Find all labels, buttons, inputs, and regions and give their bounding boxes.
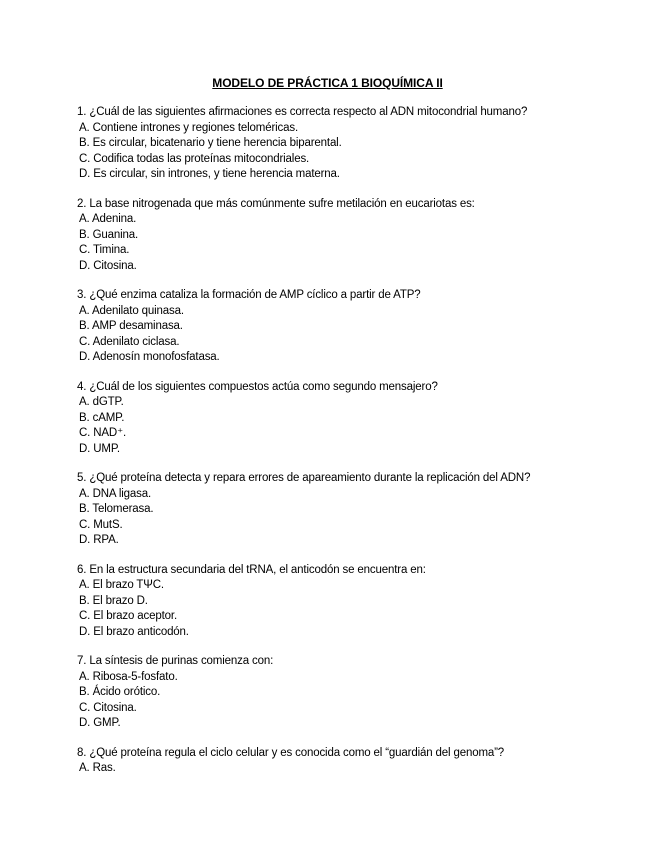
answer-option: C. Codifica todas las proteínas mitocondriales. [79, 152, 310, 165]
question-text: 1. ¿Cuál de las siguientes afirmaciones es correcta respecto al ADN mitocondrial humano? [77, 106, 528, 118]
answer-options [77, 578, 637, 640]
answer-option: B. AMP desaminasa. [79, 320, 183, 332]
answer-option: A. Contiene intrones y regiones teloméricas. [79, 121, 299, 134]
answer-option: D. RPA. [79, 534, 119, 546]
question-list [77, 105, 637, 791]
answer-option: B. El brazo D. [79, 594, 148, 607]
answer-option: B. Guanina. [79, 228, 139, 241]
answer-option: D. UMP. [79, 442, 120, 455]
answer-option: A. Adenina. [79, 213, 137, 225]
answer-option: A. DNA ligasa. [79, 487, 152, 500]
question-text: 4. ¿Cuál de los siguientes compuestos actúa como segundo mensajero? [77, 380, 438, 393]
answer-option: C. Citosina. [79, 701, 137, 714]
question-text: 7. La síntesis de purinas comienza con: [77, 655, 274, 667]
question-7 [77, 654, 637, 732]
answer-option: D. Citosina. [79, 259, 137, 272]
question-2 [77, 197, 637, 275]
answer-options [77, 395, 637, 457]
answer-options [77, 212, 637, 274]
question-8 [77, 746, 637, 777]
question-6 [77, 563, 637, 641]
answer-option: A. Ras. [79, 762, 116, 774]
question-text: 2. La base nitrogenada que más comúnmente sufre metilación en eucariotas es: [77, 197, 475, 210]
answer-option: A. Ribosa-5-fosfato. [79, 670, 178, 683]
answer-option: B. Telomerasa. [79, 503, 154, 515]
answer-option: D. Adenosín monofosfatasa. [79, 351, 220, 363]
answer-option: D. GMP. [79, 717, 121, 729]
question-5 [77, 471, 637, 549]
answer-option: C. NAD⁺. [79, 427, 127, 439]
answer-option: B. Ácido orótico. [79, 686, 161, 698]
answer-options [77, 121, 637, 183]
answer-option: A. dGTP. [79, 396, 124, 408]
answer-option: C. Adenilato ciclasa. [79, 335, 180, 348]
answer-option: C. Timina. [79, 244, 130, 256]
answer-options [77, 670, 637, 732]
question-text: 5. ¿Qué proteína detecta y repara errores de apareamiento durante la replicación del ADN? [77, 472, 531, 484]
question-text: 8. ¿Qué proteína regula el ciclo celular y es conocida como el “guardián del genoma”? [77, 746, 505, 759]
answer-option: C. MutS. [79, 518, 123, 531]
answer-option: D. Es circular, sin intrones, y tiene herencia materna. [79, 168, 340, 180]
answer-option: D. El brazo anticodón. [79, 625, 189, 638]
answer-option: A. Adenilato quinasa. [79, 304, 184, 317]
question-text: 3. ¿Qué enzima cataliza la formación de AMP cíclico a partir de ATP? [77, 289, 421, 301]
question-text: 6. En la estructura secundaria del tRNA, el anticodón se encuentra en: [77, 563, 426, 576]
answer-option: C. El brazo aceptor. [79, 610, 177, 622]
answer-options [77, 304, 637, 366]
answer-option: A. El brazo TΨC. [79, 579, 164, 591]
page-title: MODELO DE PRÁCTICA 1 BIOQUÍMICA II [212, 76, 443, 90]
answer-option: B. cAMP. [79, 411, 125, 424]
answer-option: B. Es circular, bicatenario y tiene herencia biparental. [79, 137, 342, 149]
question-1 [77, 105, 637, 183]
answer-options [77, 761, 637, 777]
question-3 [77, 288, 637, 366]
question-4 [77, 380, 637, 458]
answer-options [77, 487, 637, 549]
